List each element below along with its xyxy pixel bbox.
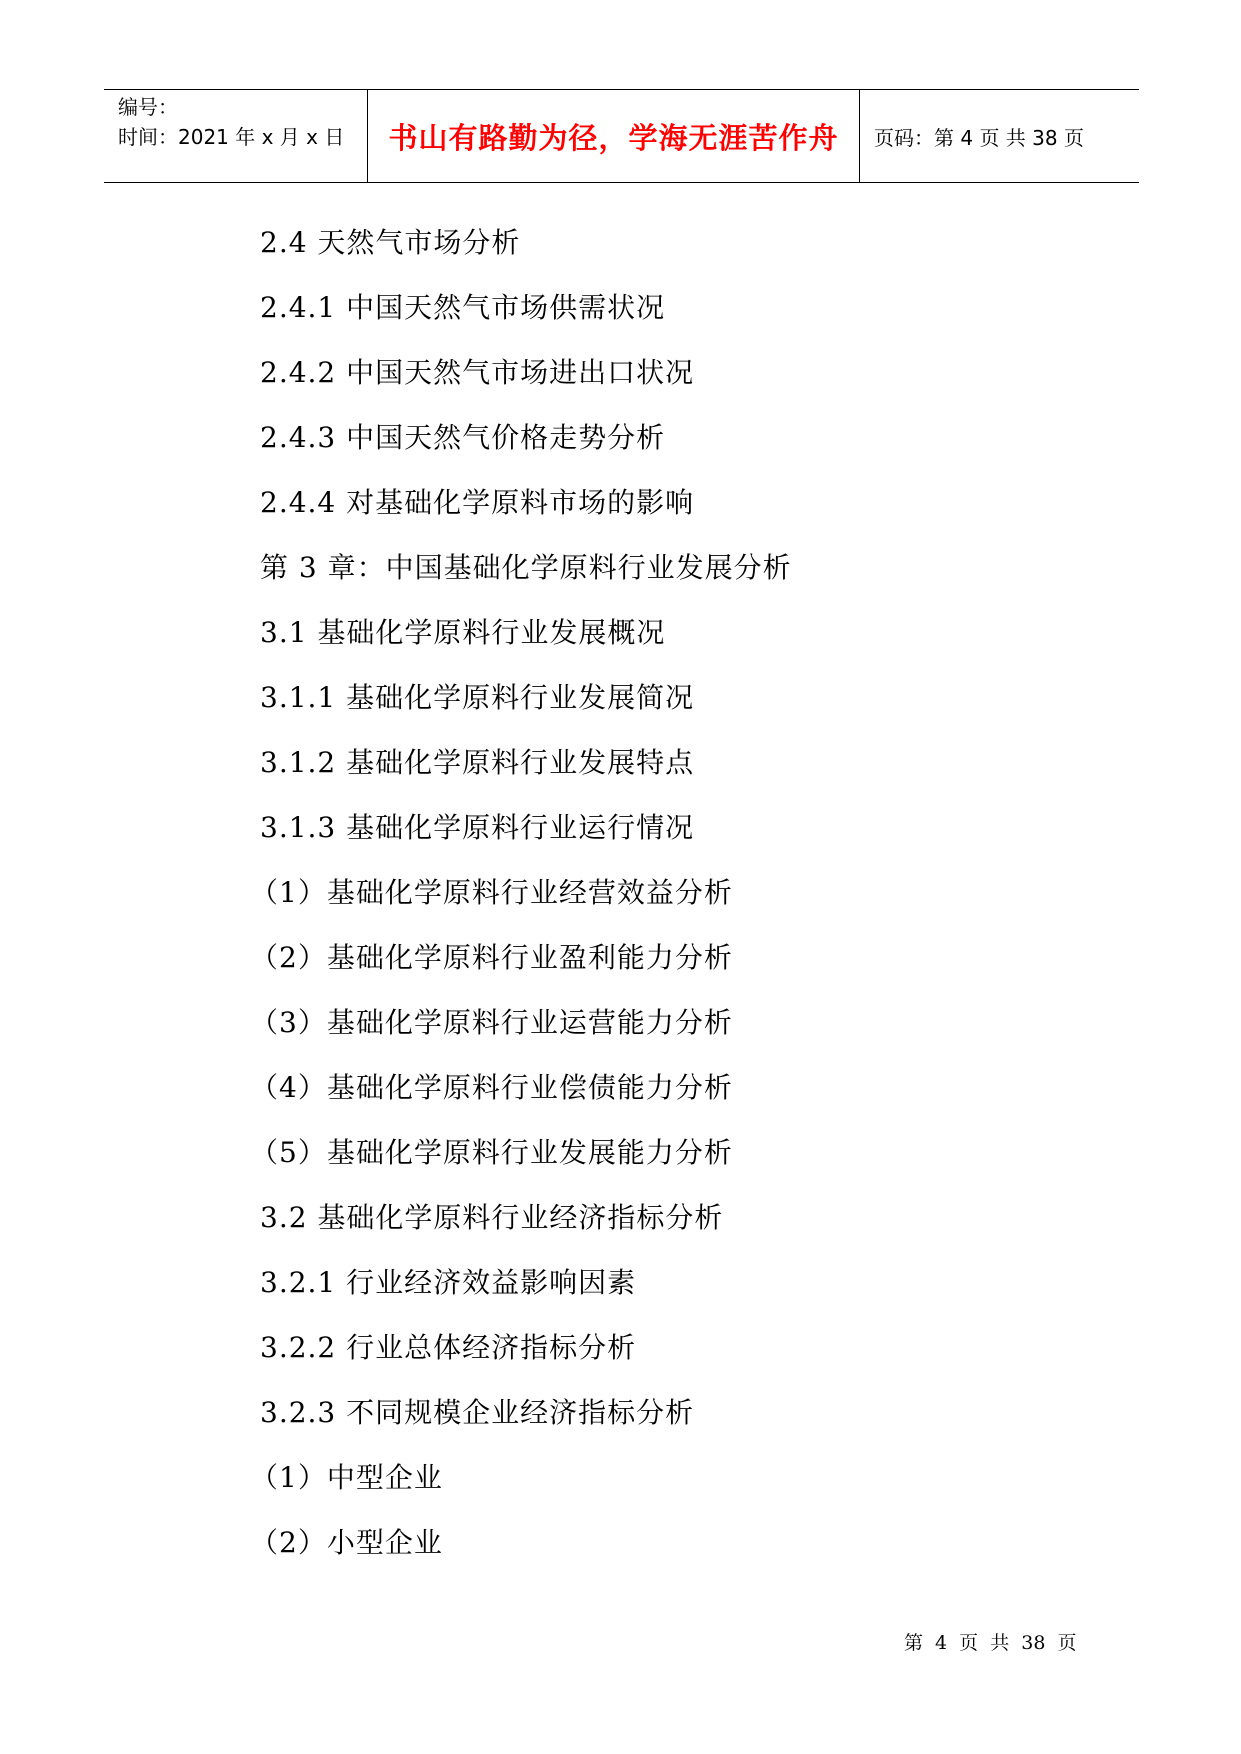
toc-item: 3.2.2 行业总体经济指标分析	[260, 1331, 637, 1364]
document-time-label: 时间：2021 年 x 月 x 日	[118, 125, 345, 149]
toc-item: 3.2 基础化学原料行业经济指标分析	[260, 1201, 724, 1234]
toc-item: 3.1.3 基础化学原料行业运行情况	[260, 811, 695, 844]
page-header	[104, 89, 1139, 183]
toc-item: 2.4 天然气市场分析	[260, 226, 521, 259]
toc-chapter-heading: 第 3 章：中国基础化学原料行业发展分析	[260, 551, 792, 584]
header-motto-cell	[368, 90, 860, 182]
toc-subitem: （1）基础化学原料行业经营效益分析	[250, 876, 733, 909]
toc-subitem: （1）中型企业	[250, 1461, 443, 1494]
header-meta	[104, 90, 368, 182]
toc-subitem: （3）基础化学原料行业运营能力分析	[250, 1006, 733, 1039]
toc-subitem: （2）基础化学原料行业盈利能力分析	[250, 941, 733, 974]
page-footer: 第 4 页 共 38 页	[904, 1632, 1077, 1654]
header-motto: 书山有路勤为径，学海无涯苦作舟	[388, 120, 839, 155]
toc-item: 2.4.2 中国天然气市场进出口状况	[260, 356, 695, 389]
toc-item: 3.2.3 不同规模企业经济指标分析	[260, 1396, 695, 1429]
toc-item: 3.2.1 行业经济效益影响因素	[260, 1266, 637, 1299]
toc-item: 2.4.4 对基础化学原料市场的影响	[260, 486, 695, 519]
toc-item: 2.4.1 中国天然气市场供需状况	[260, 291, 666, 324]
toc-item: 3.1.1 基础化学原料行业发展简况	[260, 681, 695, 714]
table-of-contents	[250, 215, 792, 1580]
toc-subitem: （5）基础化学原料行业发展能力分析	[250, 1136, 733, 1169]
toc-subitem: （2）小型企业	[250, 1526, 443, 1559]
toc-item: 2.4.3 中国天然气价格走势分析	[260, 421, 666, 454]
document-number-label: 编号：	[118, 95, 178, 119]
header-page-info: 页码：第 4 页 共 38 页	[874, 125, 1084, 150]
toc-subitem: （4）基础化学原料行业偿债能力分析	[250, 1071, 733, 1104]
toc-item: 3.1.2 基础化学原料行业发展特点	[260, 746, 695, 779]
toc-item: 3.1 基础化学原料行业发展概况	[260, 616, 666, 649]
